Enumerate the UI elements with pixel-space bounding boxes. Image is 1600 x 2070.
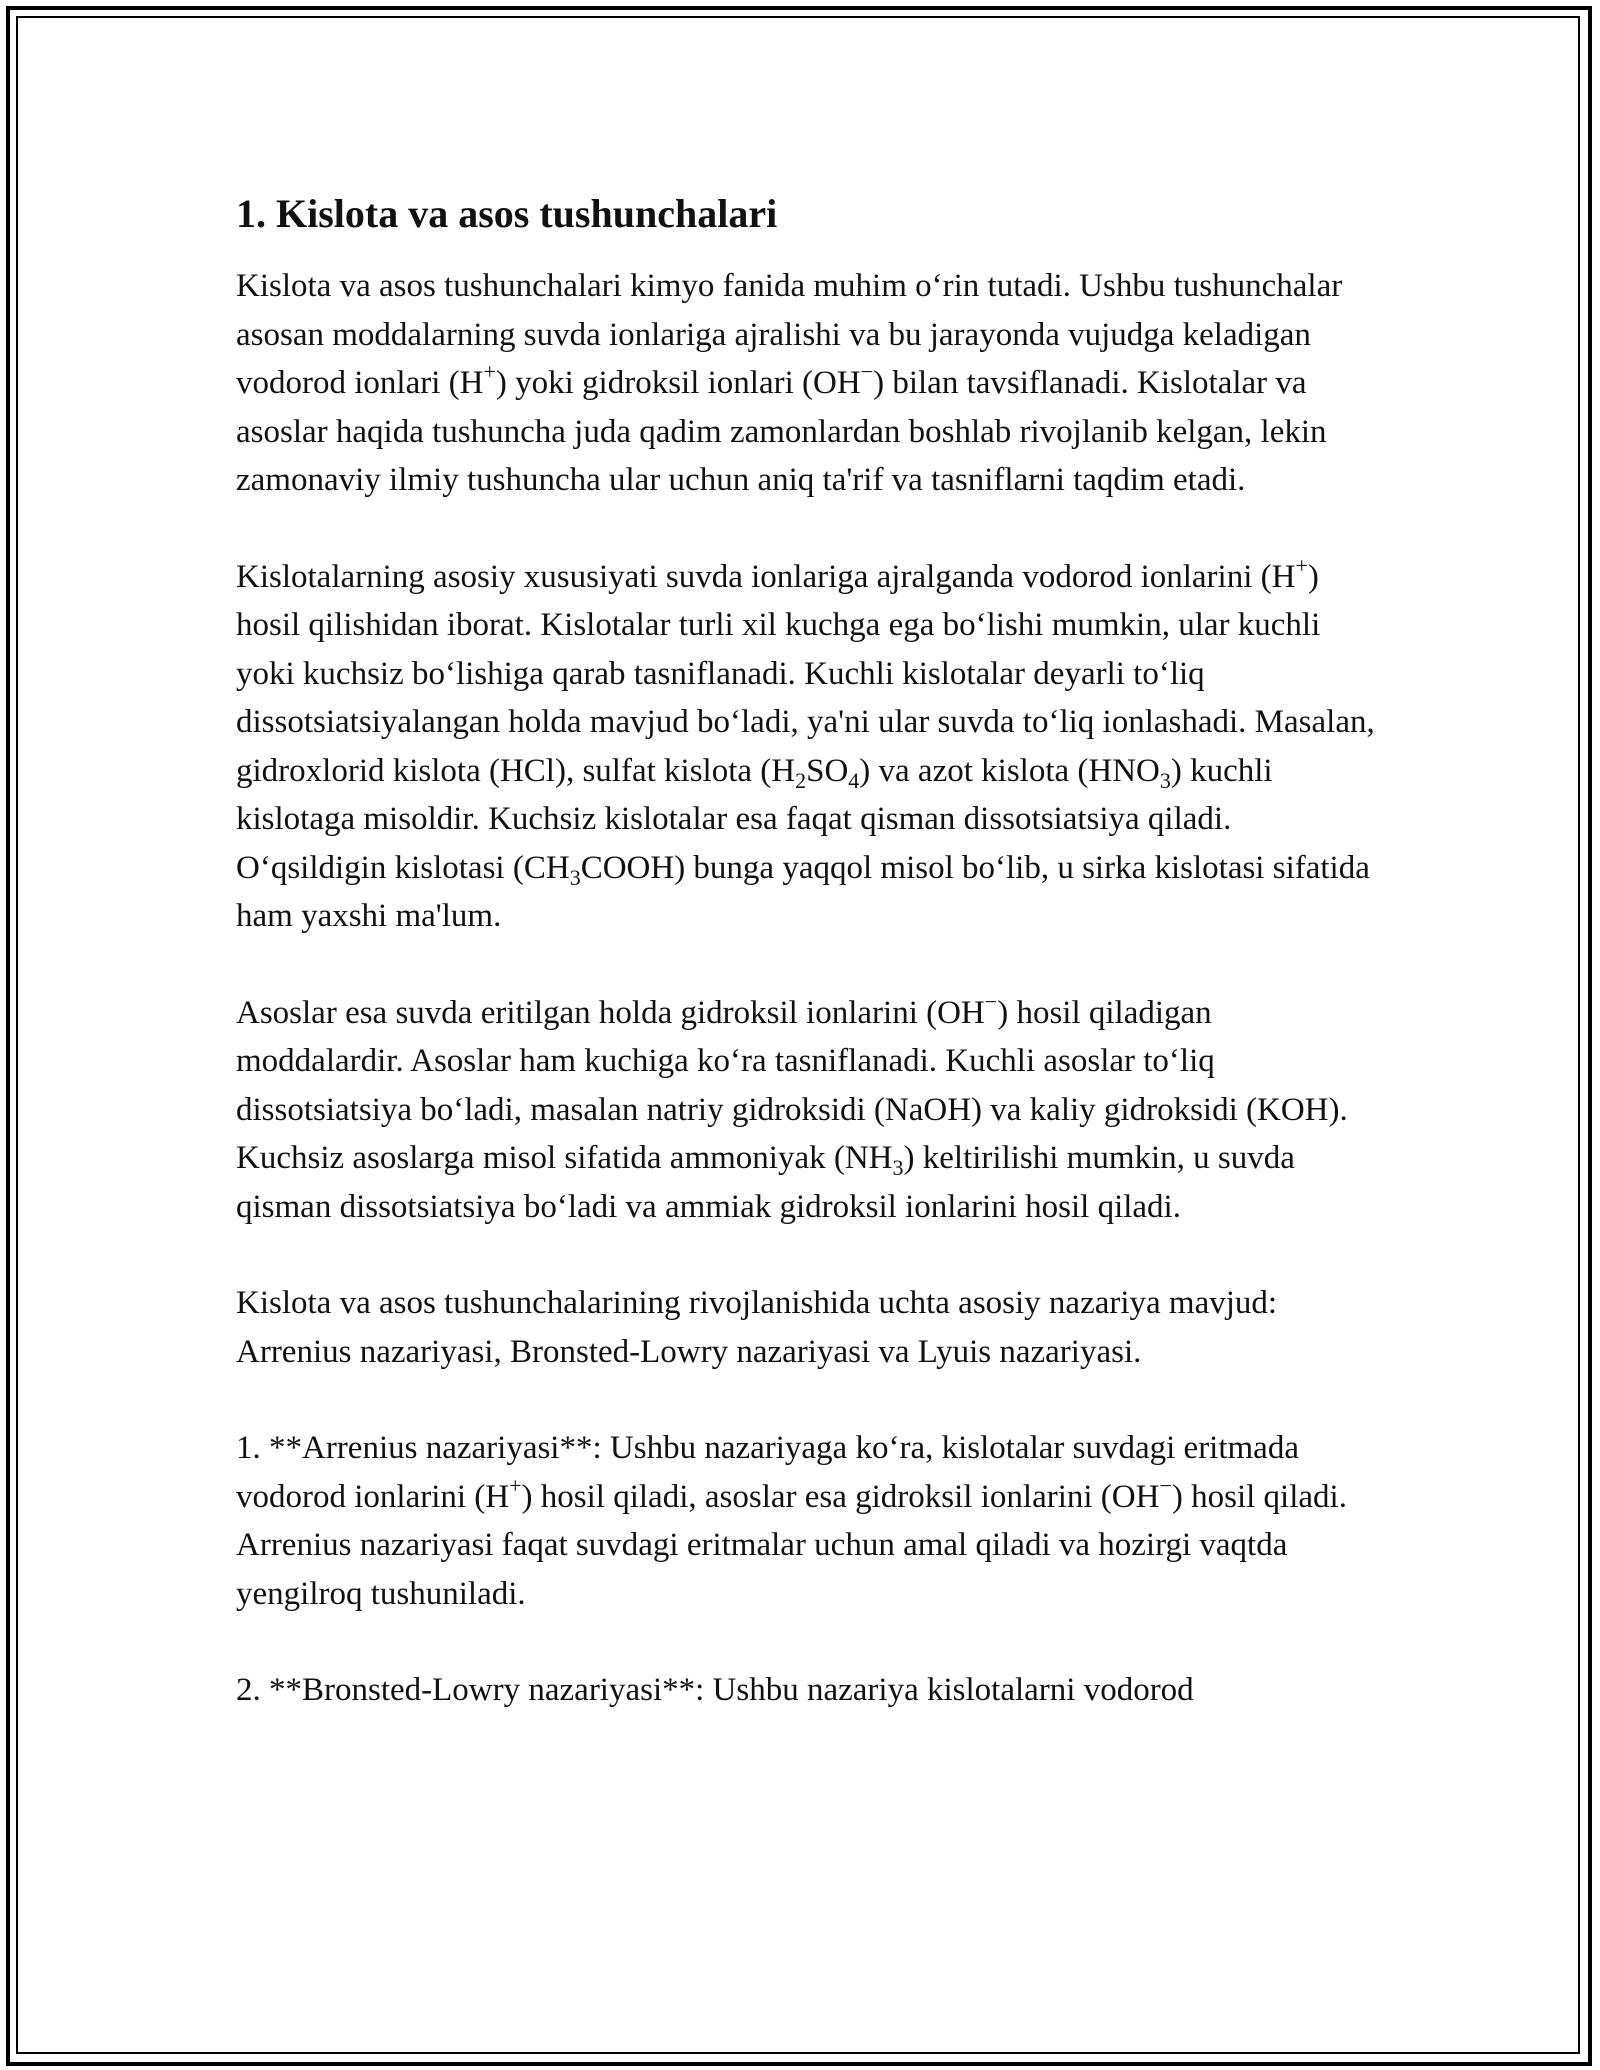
section-heading: 1. Kislota va asos tushunchalari bbox=[236, 191, 778, 236]
text-run: ) kuchli kislotaga misoldir. Kuchsiz kislotalar esa faqat qisman dissotsiatsiya qiladi. O‘qsildigin kislotasi (CH bbox=[236, 752, 1273, 886]
text-run: ) va azot kislota (HNO bbox=[859, 752, 1160, 789]
subscript: 3 bbox=[892, 1155, 904, 1180]
text-run: 2. **Bronsted-Lowry nazariyasi**: Ushbu nazariya kislotalarni vodorod bbox=[236, 1672, 1194, 1708]
superscript: + bbox=[1295, 552, 1308, 578]
superscript: − bbox=[860, 359, 874, 384]
body-paragraph bbox=[236, 1666, 1386, 1715]
text-run: COOH) bunga yaqqol misol bo‘lib, u sirka kislotasi sifatida ham yaxshi ma'lum. bbox=[236, 849, 1370, 934]
body-paragraph bbox=[236, 1424, 1386, 1618]
text-run: Asoslar esa suvda eritilgan holda gidroksil ionlarini (OH bbox=[236, 994, 985, 1031]
body-paragraph bbox=[236, 553, 1386, 941]
text-run: ) hosil qiladi, asoslar esa gidroksil ionlarini (OH bbox=[521, 1478, 1160, 1515]
subscript: 3 bbox=[1159, 767, 1171, 793]
body-paragraph bbox=[236, 262, 1386, 505]
text-run: Kislota va asos tushunchalari kimyo fanida muhim o‘rin tutadi. Ushbu tushunchalar asosan moddalarning suvda ionlariga ajralishi va bu jarayonda vujudga keladigan vodorod ionlari (H bbox=[236, 268, 1343, 401]
text-run: Kislota va asos tushunchalarining rivojlanishida uchta asosiy nazariya mavjud: Arrenius nazariyasi, Bronsted-Lowry nazariyasi va Lyuis nazariyasi. bbox=[236, 1285, 1278, 1370]
body-paragraph bbox=[236, 989, 1386, 1232]
text-run: Kislotalarning asosiy xususiyati suvda ionlariga ajralganda vodorod ionlarini (H bbox=[236, 558, 1296, 595]
text-run: ) bilan tavsiflanadi. Kislotalar va asoslar haqida tushuncha juda qadim zamonlardan boshlab rivojlanib kelgan, lekin zamonaviy ilmiy tushuncha ular uchun aniq ta'rif va tasniflarni taqdim etadi. bbox=[236, 365, 1327, 498]
text-run: 1. **Arrenius nazariyasi**: Ushbu nazariyaga ko‘ra, kislotalar suvdagi eritmada vodorod ionlarini (H bbox=[236, 1430, 1299, 1515]
text-run: SO bbox=[806, 752, 849, 789]
document-body bbox=[236, 188, 1386, 1763]
paragraph-container bbox=[236, 262, 1386, 1715]
superscript: − bbox=[1159, 1472, 1172, 1498]
text-run: ) hosil qilishidan iborat. Kislotalar turli xil kuchga ega bo‘lishi mumkin, ular kuchli yoki kuchsiz bo‘lishiga qarab tasniflanadi. Kuchli kislotalar deyarli to‘liq dissotsiatsiyalangan holda mavjud bo‘ladi, ya'ni ular suvda to‘liq ionlashadi. Masalan, gidroxlorid kislota (HCl), sulfat kislota (H bbox=[236, 558, 1375, 789]
text-run: ) hosil qiladigan moddalardir. Asoslar ham kuchiga ko‘ra tasniflanadi. Kuchli asoslar to‘liq dissotsiatsiya bo‘ladi, masalan natriy gidroksidi (NaOH) va kaliy gidroksidi (KOH). Kuchsiz asoslarga misol sifatida ammoniyak (NH bbox=[236, 994, 1348, 1176]
superscript: + bbox=[483, 359, 496, 384]
superscript: − bbox=[984, 988, 998, 1014]
body-paragraph bbox=[236, 1279, 1386, 1376]
text-run: ) hosil qiladi. Arrenius nazariyasi faqat suvdagi eritmalar uchun amal qiladi va hozirgi vaqtda yengilroq tushuniladi. bbox=[236, 1478, 1347, 1612]
text-run: ) yoki gidroksil ionlari (OH bbox=[495, 365, 861, 401]
text-run: ) keltirilishi mumkin, u suvda qisman dissotsiatsiya bo‘ladi va ammiak gidroksil ionlarini hosil qiladi. bbox=[236, 1140, 1295, 1225]
subscript: 2 bbox=[795, 767, 807, 793]
subscript: 4 bbox=[848, 767, 860, 793]
superscript: + bbox=[509, 1472, 522, 1498]
subscript: 3 bbox=[569, 864, 581, 890]
